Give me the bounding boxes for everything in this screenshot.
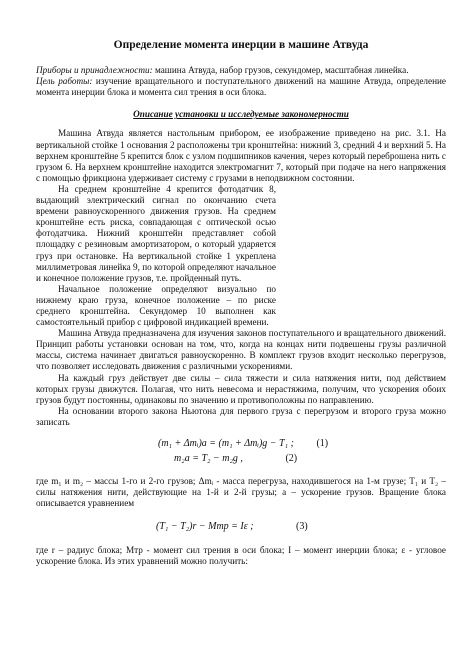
- paragraph: На среднем кронштейне 4 крепится фотодатчик 8, выдающий электрический сигнал по окончанию счета времени равноускоренного движения грузов. На среднем кронштейне есть риска, совпадающая с оптической осью фотодатчика. Нижний кронштейн представляет собой площадку с резиновым амортизатором, о который ударяется груз при остановке. На вертикальной стойке 1 укреплена миллиметровая линейка 9, по которой определяют начальное и конечное положение грузов, т.е. пройденный путь.: [36, 183, 276, 283]
- equipment-line: [36, 65, 446, 76]
- goal-line: [36, 76, 446, 98]
- formula-1-expr: (m₁ + Δmᵢ)a = (m₁ + Δmᵢ)g − T₁ ;: [158, 438, 294, 449]
- paragraph: Начальное положение определяют визуально по нижнему краю груза, конечное положение – по риске среднего кронштейна. Секундомер 10 выполнен как самостоятельный прибор с цифровой индикацией времени.: [36, 283, 276, 328]
- formula-3-number: (3): [296, 521, 308, 533]
- section-title: Описание установки и исследуемые закономерности: [133, 109, 349, 120]
- formula-3-expr: (T₁ − T₂)r − Mтр = Iε ;: [156, 521, 254, 533]
- paragraph: На каждый груз действует две силы – сила тяжести и сила натяжения нити, под действием которых грузы движутся. Полагая, что нить невесома и нерастяжима, получим, что ускорения обоих грузов будут постоянны, одинаковы по значению и противоположны по направлению.: [36, 372, 446, 405]
- page-title: Определение момента инерции в машине Атвуда: [113, 39, 369, 51]
- paragraph: где r – радиус блока; Mтр - момент сил трения в оси блока; I – момент инерции блока; ε - угловое ускорение блока. Из этих уравнений можно получить:: [36, 544, 446, 566]
- goal-text: изучение вращательного и поступательного движений на машине Атвуда, определение момента инерции блока и момента сил трения в оси блока.: [36, 76, 446, 98]
- equipment-text: машина Атвуда, набор грузов, секундомер, масштабная линейка.: [152, 65, 409, 76]
- formula-2-expr: m₂a = T₂ − m₂g ,: [174, 453, 243, 465]
- formula-1: [158, 438, 446, 449]
- paragraph: Машина Атвуда является настольным прибором, ее изображение приведено на рис. 3.1. На вертикальной стойке 1 основания 2 расположены три кронштейна: нижний 3, средний 4 и верхний 5. На верхнем кронштейне 5 крепится блок с узлом подшипников качения, через который переброшена нить с грузом 6. На верхнем кронштейне находится электромагнит 7, который при подаче на него напряжения с помощью фрикциона удерживает систему с грузами в неподвижном состоянии.: [36, 128, 446, 183]
- paragraph: Машина Атвуда предназначена для изучения законов поступательного и вращательного движений. Принцип работы установки основан на том, что, когда на концах нити подвешены грузы различной массы, система начинает двигаться равноускоренно. В комплект грузов входит несколько перегрузов, что позволяет исследовать движения с различными ускорениями.: [36, 328, 446, 372]
- paragraph: На основании второго закона Ньютона для первого груза с перегрузом и второго груза можно записать: [36, 405, 446, 427]
- formula-3: [156, 521, 446, 532]
- formula-2-number: (2): [285, 453, 298, 465]
- paragraph: где m₁ и m₂ – массы 1-го и 2-го грузов; Δmᵢ - масса перегруза, находившегося на 1-м грузе; T₁ и T₂ – силы натяжения нити, действующие на 1-й и 2-й грузы; a – ускорение грузов. Вращение блока описывается уравнением: [36, 476, 446, 509]
- formula-2: [174, 453, 446, 464]
- formula-1-number: (1): [316, 438, 329, 449]
- meta-block: [36, 65, 446, 98]
- goal-label: Цель работы:: [36, 76, 93, 87]
- equipment-label: Приборы и принадлежности:: [36, 65, 153, 76]
